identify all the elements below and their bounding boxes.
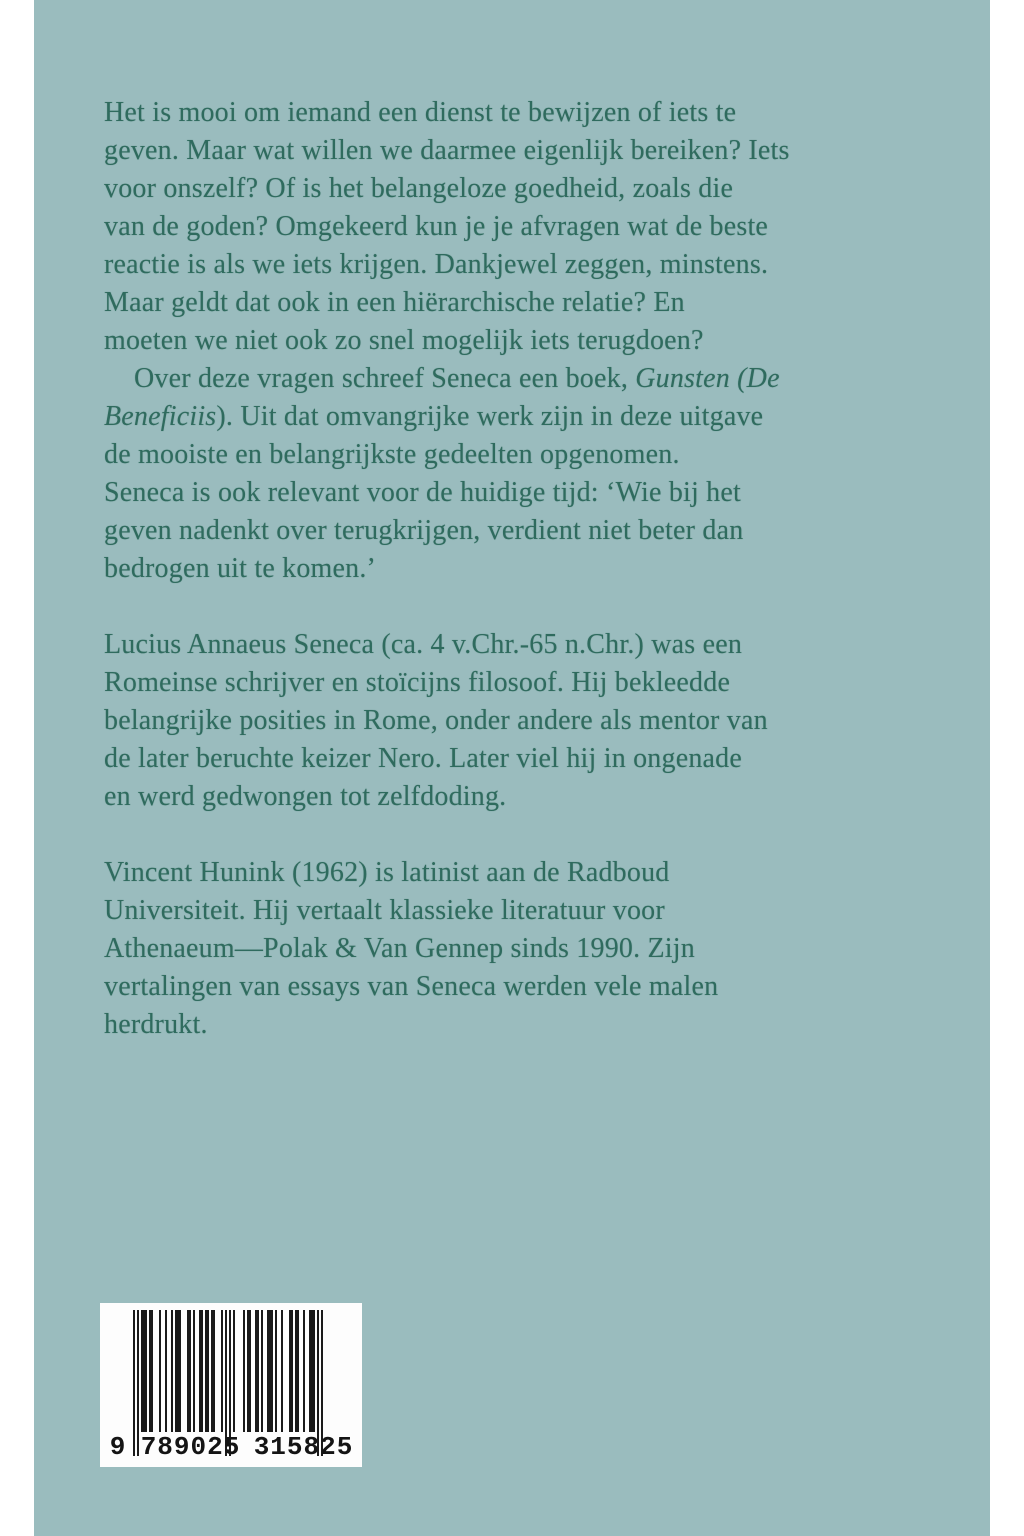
barcode-digits-left: 789025 xyxy=(140,1432,241,1462)
text-run: en werd gedwongen tot zelfdoding. xyxy=(104,781,507,812)
paragraph xyxy=(104,854,884,1044)
text-run: geven. Maar wat willen we daarmee eigenlijk bereiken? Iets xyxy=(104,135,790,166)
text-line xyxy=(104,626,884,664)
text-line xyxy=(104,854,884,892)
text-run: Het is mooi om iemand een dienst te bewijzen of iets te xyxy=(104,97,737,128)
text-run: Seneca is ook relevant voor de huidige tijd: ‘Wie bij het xyxy=(104,477,741,508)
text-line xyxy=(104,930,884,968)
text-run: moeten we niet ook zo snel mogelijk iets terugdoen? xyxy=(104,325,704,356)
paragraph xyxy=(104,626,884,816)
text-run: de mooiste en belangrijkste gedeelten opgenomen. xyxy=(104,439,680,470)
barcode-digit-first: 9 xyxy=(109,1432,127,1462)
text-run: Lucius Annaeus Seneca (ca. 4 v.Chr.-65 n.Chr.) was een xyxy=(104,629,743,660)
text-line xyxy=(104,208,884,246)
barcode-digits xyxy=(102,1432,360,1462)
text-line xyxy=(104,702,884,740)
text-line xyxy=(104,550,884,588)
text-run: van de goden? Omgekeerd kun je je afvragen wat de beste xyxy=(104,211,769,242)
text-run: vertalingen van essays van Seneca werden vele malen xyxy=(104,971,719,1002)
text-run: geven nadenkt over terugkrijgen, verdient niet beter dan xyxy=(104,515,744,546)
text-run: Maar geldt dat ook in een hiërarchische relatie? En xyxy=(104,287,685,318)
text-line xyxy=(104,892,884,930)
paragraph xyxy=(104,94,884,360)
text-line xyxy=(104,664,884,702)
barcode xyxy=(100,1303,362,1467)
book-back-cover xyxy=(34,0,990,1536)
text-line xyxy=(104,322,884,360)
barcode-digits-right: 315825 xyxy=(253,1432,354,1462)
text-line xyxy=(104,360,884,398)
text-line xyxy=(104,398,884,436)
text-run: Universiteit. Hij vertaalt klassieke literatuur voor xyxy=(104,895,665,926)
text-run: belangrijke posities in Rome, onder andere als mentor van xyxy=(104,705,768,736)
text-line xyxy=(104,132,884,170)
text-line xyxy=(104,968,884,1006)
text-line xyxy=(104,284,884,322)
text-run: reactie is als we iets krijgen. Dankjewel zeggen, minstens. xyxy=(104,249,769,280)
text-run: bedrogen uit te komen.’ xyxy=(104,553,377,584)
text-run: ). Uit dat omvangrijke werk zijn in deze uitgave xyxy=(216,401,764,432)
back-cover-text xyxy=(104,94,884,1044)
paragraph xyxy=(104,360,884,588)
text-run-italic: Beneficiis xyxy=(104,401,217,432)
text-line xyxy=(104,246,884,284)
text-line xyxy=(104,170,884,208)
text-line xyxy=(104,94,884,132)
text-line xyxy=(104,512,884,550)
text-run: Athenaeum—Polak & Van Gennep sinds 1990. Zijn xyxy=(104,933,695,964)
text-run: de later beruchte keizer Nero. Later viel hij in ongenade xyxy=(104,743,742,774)
text-line xyxy=(104,474,884,512)
text-run-italic: Gunsten (De xyxy=(635,363,780,394)
text-run: Vincent Hunink (1962) is latinist aan de Radboud xyxy=(104,857,670,888)
text-run: Romeinse schrijver en stoïcijns filosoof. Hij bekleedde xyxy=(104,667,731,698)
text-line xyxy=(104,740,884,778)
text-line xyxy=(104,778,884,816)
text-run: voor onszelf? Of is het belangeloze goedheid, zoals die xyxy=(104,173,734,204)
text-line xyxy=(104,436,884,474)
text-run: herdrukt. xyxy=(104,1009,208,1040)
text-line xyxy=(104,1006,884,1044)
text-run: Over deze vragen schreef Seneca een boek, xyxy=(134,363,636,394)
